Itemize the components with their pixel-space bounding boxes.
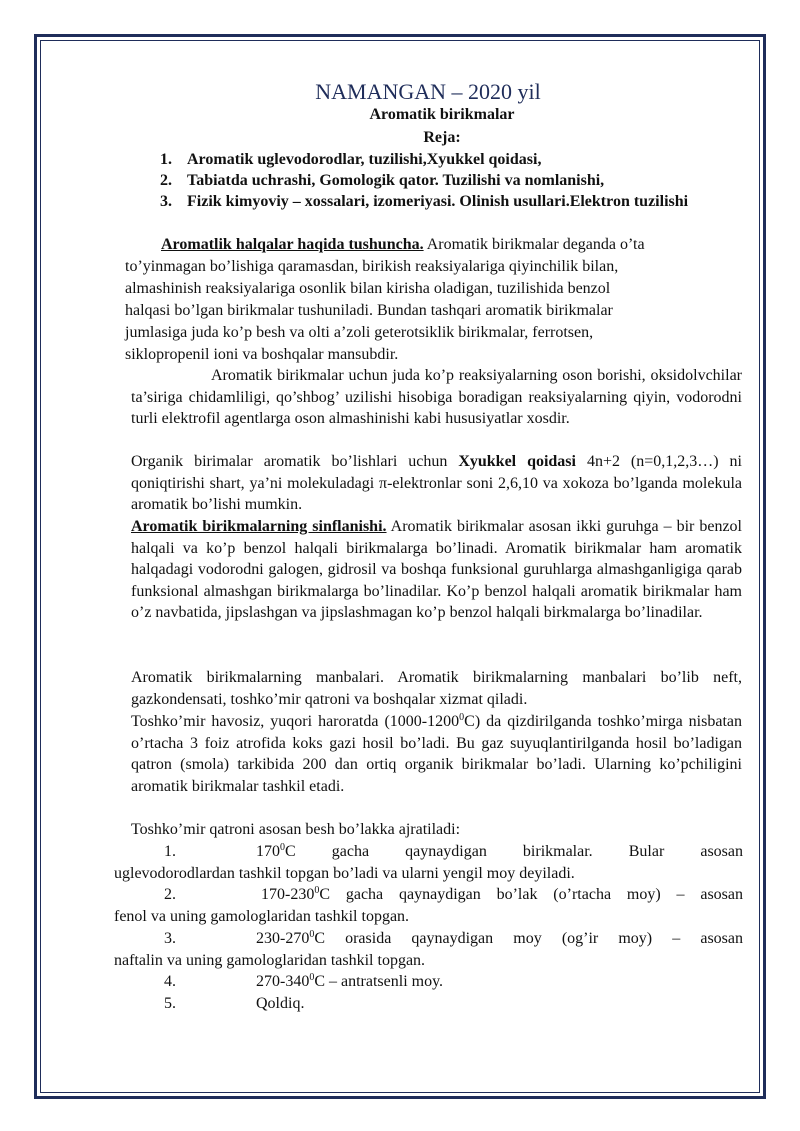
intro-line: almashinish reaksiyalariga osonlik bilan kirisha oladigan, tuzilishida benzol xyxy=(125,280,611,297)
fraction-number: 3. xyxy=(164,930,176,947)
coal-paragraph xyxy=(131,711,742,797)
coal-text-pre: Toshko’mir havosiz, yuqori haroratda (1000-1200 xyxy=(131,713,460,730)
properties-paragraph: Aromatik birikmalar uchun juda ko’p reaksiyalarning oson borishi, oksidolvchilar ta’siriga chidamliligi, qo’shbog’ uzilishi hisobiga boradigan reaksiyalarning qiyin, vodorodni turli elektrofil agentlarga oson almashinishi kabi hususiyatlar xosdir. xyxy=(131,367,742,428)
fraction-description: C – antratsenli moy. xyxy=(314,973,444,990)
degree-superscript: 0 xyxy=(459,712,465,723)
huckel-rule-term: Xyukkel qoidasi xyxy=(458,453,576,470)
fraction-temperature: 170-230 xyxy=(261,886,315,903)
fraction-residue: Qoldiq. xyxy=(256,995,305,1012)
intro-line: halqasi bo’lgan birikmalar tushuniladi. Bundan tashqari aromatik birikmalar xyxy=(125,302,613,319)
document-subtitle: Aromatik birikmalar xyxy=(369,106,515,123)
classification-heading: Aromatik birikmalarning sinflanishi. xyxy=(131,518,387,535)
plan-item-text: Tabiatda uchrashi, Gomologik qator. Tuzilishi va nomlanishi, xyxy=(187,172,605,189)
intro-line: jumlasiga juda ko’p besh va olti a’zoli geterotsiklik birikmalar, ferrotsen, xyxy=(125,324,594,341)
fraction-number: 1. xyxy=(164,843,176,860)
fraction-description: C orasida qaynaydigan moy (og’ir moy) – asosan xyxy=(314,930,743,947)
huckel-text-pre: Organik birimalar aromatik bo’lishlari uchun xyxy=(131,453,459,470)
plan-item xyxy=(160,191,740,212)
intro-line: to’yinmagan bo’lishiga qaramasdan, birikish reaksiyalariga qiyinchilik bilan, xyxy=(125,258,619,275)
coal-text-post: C) da qizdirilganda toshko’mirga nisbatan o’rtacha 3 foiz atrofida koks gazi hosil bo’ladi. Bu gaz suyuqlantirilganda hosil bo’ladigan qatron (smola) tarkibida 200 dan ortiq organik birikmalar bo’ladi. Ularning ko’pchiligini aromatik birikmalar tashkil etadi. xyxy=(131,713,742,795)
fraction-continuation: fenol va uning gamologlaridan tashkil topgan. xyxy=(114,908,410,925)
fraction-temperature: 230-270 xyxy=(256,930,310,947)
intro-text-start: Aromatik birikmalar deganda o’ta xyxy=(423,236,645,253)
intro-heading: Aromatlik halqalar haqida tushuncha. xyxy=(161,236,424,253)
huckel-text-post: 4n+2 (n=0,1,2,3…) ni qoniqtirishi shart, ya’ni molekuladagi π-elektronlar soni 2,6,10 va xokoza bo’lganda molekula aromatik bo’lishi mumkin. xyxy=(131,453,743,514)
fraction-description: C gacha qaynaydigan bo’lak (o’rtacha moy) – asosan xyxy=(319,886,743,903)
classification-paragraph xyxy=(131,516,742,624)
fraction-first-line xyxy=(256,971,443,993)
huckel-paragraph xyxy=(131,451,742,516)
fraction-continuation: naftalin va uning gamologlaridan tashkil topgan. xyxy=(114,952,426,969)
fraction-temperature: 270-340 xyxy=(256,973,310,990)
degree-superscript: 0 xyxy=(314,885,320,896)
fraction-number: 5. xyxy=(164,995,176,1012)
fraction-number: 4. xyxy=(164,973,176,990)
plan-item-number: 2. xyxy=(160,172,172,189)
plan-item-text: Fizik kimyoviy – xossalari, izomeriyasi. Olinish usullari.Elektron tuzilishi xyxy=(187,193,689,210)
fraction-number: 2. xyxy=(164,886,176,903)
plan-label: Reja: xyxy=(423,129,461,146)
intro-first-line xyxy=(161,234,761,256)
plan-item-text: Aromatik uglevodorodlar, tuzilishi,Xyukkel qoidasi, xyxy=(187,151,542,168)
plan-item-number: 1. xyxy=(160,151,172,168)
document-title: NAMANGAN – 2020 yil xyxy=(315,79,541,104)
fractions-intro: Toshko’mir qatroni asosan besh bo’lakka ajratiladi: xyxy=(131,821,461,838)
fraction-continuation: uglevodorodlardan tashkil topgan bo’ladi va ularni yengil moy deyiladi. xyxy=(114,865,575,882)
intro-line: siklopropenil ioni va boshqalar mansubdir. xyxy=(125,346,399,363)
plan-list xyxy=(160,149,740,212)
fraction-description: C gacha qaynaydigan birikmalar. Bular asosan xyxy=(285,843,743,860)
plan-item-number: 3. xyxy=(160,193,172,210)
sources-paragraph: Aromatik birikmalarning manbalari. Aromatik birikmalarning manbalari bo’lib neft, gazkondensati, toshko’mir qatroni va boshqalar xizmat qiladi. xyxy=(131,669,742,708)
plan-item xyxy=(160,149,740,170)
degree-superscript: 0 xyxy=(309,929,315,940)
fraction-first-line xyxy=(261,884,743,906)
fraction-first-line xyxy=(256,841,743,863)
classification-text: Aromatik birikmalar asosan ikki guruhga – bir benzol halqali va ko’p benzol halqali birikmalarga bo’linadi. Aromatik birikmalar ham aromatik halqadagi vodorodni galogen, gidrosil va boshqa funksional guruhlarga almashganligiga qarab funksional almashgan birikmalarga bo’linadilar. Ko’p benzol halqali aromatik birikmalar ham o’z navbatida, jipslashgan va jipslashmagan ko’p benzol halqali birkmalarga bo’linadilar. xyxy=(131,518,742,622)
plan-item xyxy=(160,170,740,191)
degree-superscript: 0 xyxy=(309,972,315,983)
degree-superscript: 0 xyxy=(280,842,285,853)
fraction-temperature: 170 xyxy=(256,843,280,860)
fraction-first-line xyxy=(256,928,743,950)
